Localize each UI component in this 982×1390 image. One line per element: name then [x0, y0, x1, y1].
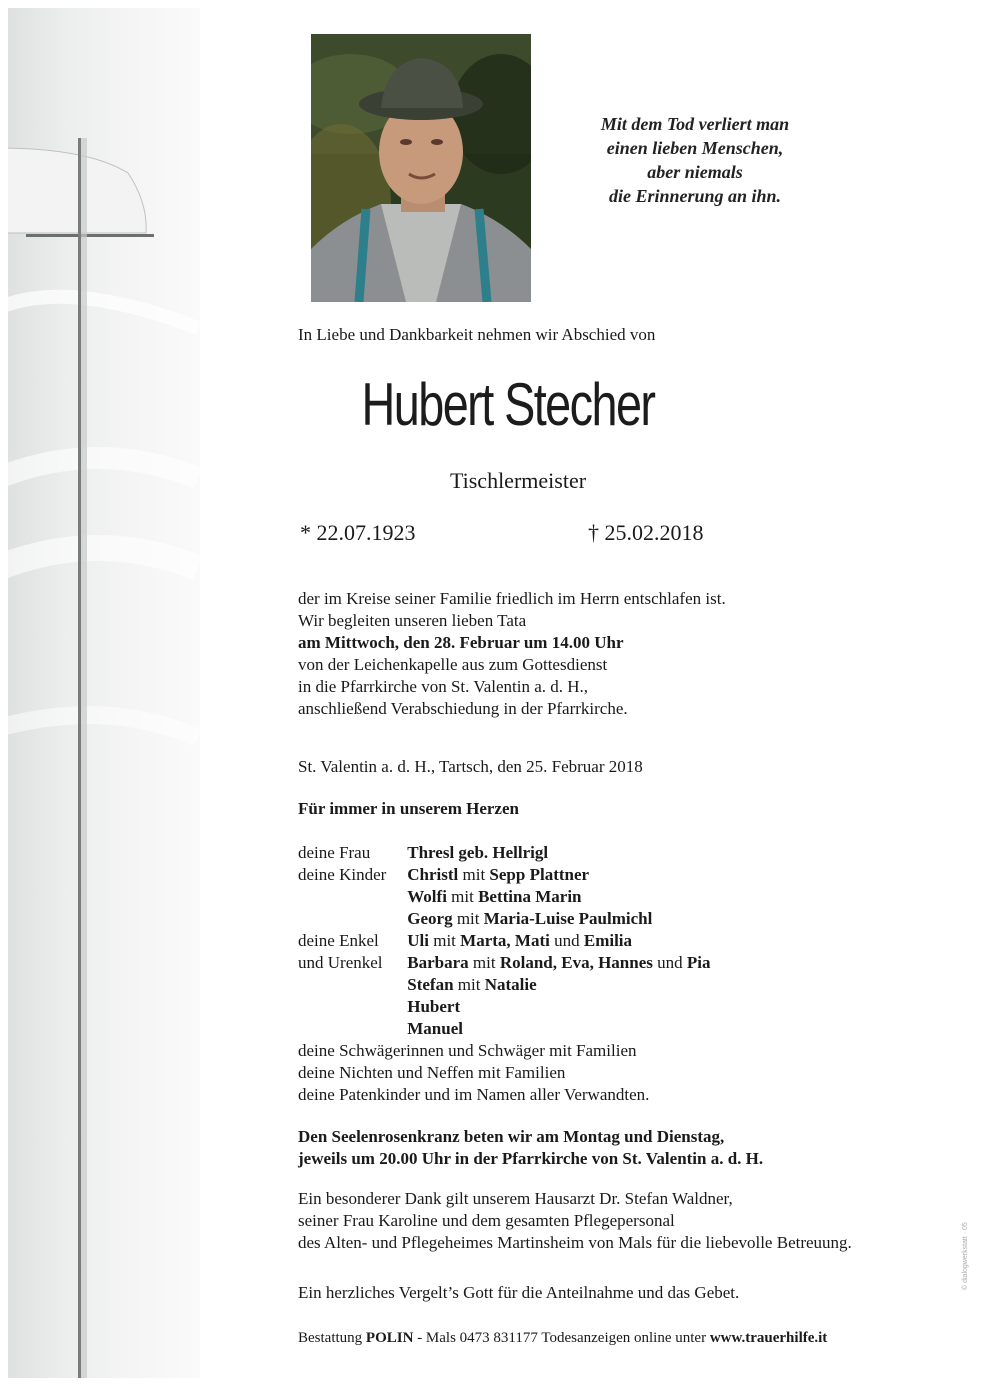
family-row-great-grandchildren: [298, 1018, 710, 1040]
family-connector: mit: [451, 887, 474, 906]
intro-text: In Liebe und Dankbarkeit nehmen wir Abschied von: [298, 325, 656, 344]
family-connector: mit: [472, 953, 496, 972]
family-name: Sepp Plattner: [489, 865, 590, 884]
family-separator: ,: [589, 953, 594, 972]
quote-line: die Erinnerung an ihn.: [608, 186, 782, 206]
family-connector: und: [657, 953, 683, 972]
closing-thanks: Ein herzliches Vergelt’s Gott für die Anteilnahme und das Gebet.: [298, 1283, 740, 1302]
quote-line: aber niemals: [647, 162, 743, 182]
thanks-notice: [298, 1188, 852, 1254]
family-name: Christl: [407, 865, 459, 884]
forever-heading: Für immer in unserem Herzen: [298, 799, 519, 818]
family-name: Marta: [460, 931, 507, 950]
footer-url-link[interactable]: www.trauerhilfe.it: [709, 1330, 828, 1346]
family-row-children: [298, 908, 710, 930]
thanks-line: seiner Frau Karoline und dem gesamten Pflegepersonal: [298, 1211, 675, 1230]
family-row-children: [298, 886, 710, 908]
family-name: Eva: [561, 953, 590, 972]
family-row-great-grandchildren: [298, 996, 710, 1018]
profession: Tischlermeister: [449, 468, 587, 493]
announcement-line: von der Leichenkapelle aus zum Gottesdienst: [298, 655, 608, 674]
family-name: Hubert: [407, 997, 461, 1016]
family-name: Barbara: [407, 953, 469, 972]
family-row-children: [298, 864, 710, 886]
thanks-line: des Alten- und Pflegeheimes Martinsheim von Mals für die liebevolle Betreuung.: [298, 1233, 852, 1252]
quote-line: einen lieben Menschen,: [606, 138, 784, 158]
family-name: Thresl geb. Hellrigl: [407, 843, 549, 862]
rosary-line: jeweils um 20.00 Uhr in der Pfarrkirche von St. Valentin a. d. H.: [298, 1149, 764, 1168]
family-list: [298, 842, 710, 1106]
deceased-name: Hubert Stecher: [361, 371, 655, 438]
family-label: deine Kinder: [298, 865, 387, 884]
side-credit: © dialogwerkstatt · 05: [962, 1222, 969, 1290]
thanks-line: Ein besonderer Dank gilt unserem Hausarzt Dr. Stefan Waldner,: [298, 1189, 733, 1208]
place-date: St. Valentin a. d. H., Tartsch, den 25. Februar 2018: [298, 757, 643, 776]
announcement-line: in die Pfarrkirche von St. Valentin a. d. H.,: [298, 677, 589, 696]
family-nieces: deine Nichten und Neffen mit Familien: [298, 1063, 566, 1082]
family-name: Hannes: [598, 953, 653, 972]
family-separator: ,: [552, 953, 557, 972]
family-name: Roland: [499, 953, 553, 972]
announcement-line: am Mittwoch, den 28. Februar um 14.00 Uhr: [298, 633, 624, 652]
family-separator: ,: [506, 931, 511, 950]
family-connector: mit: [433, 931, 456, 950]
family-row-great-grandchildren: [298, 974, 710, 996]
family-name: Bettina Marin: [478, 887, 582, 906]
quote-line: Mit dem Tod verliert man: [600, 114, 790, 134]
family-name: Stefan: [407, 975, 454, 994]
family-name: Manuel: [407, 1019, 463, 1038]
footer-company: POLIN: [365, 1330, 414, 1346]
cross-icon: [8, 8, 200, 1378]
memorial-quote: [580, 112, 810, 208]
family-name: Maria-Luise Paulmichl: [483, 909, 653, 928]
family-name: Natalie: [484, 975, 537, 994]
family-name: Uli: [407, 931, 429, 950]
family-connector: und: [554, 931, 580, 950]
family-connector: mit: [462, 865, 486, 884]
announcement-line: anschließend Verabschiedung in der Pfarrkirche.: [298, 699, 628, 718]
family-connector: mit: [457, 975, 481, 994]
family-label: deine Frau: [298, 843, 371, 862]
family-name: Georg: [407, 909, 453, 928]
announcement-line: Wir begleiten unseren lieben Tata: [298, 611, 527, 630]
family-row-great-grandchildren: [298, 952, 710, 974]
footer-middle: - Mals 0473 831177 Todesanzeigen online unter: [413, 1330, 710, 1346]
death-date: † 25.02.2018: [588, 520, 704, 545]
family-label: deine Enkel: [298, 931, 379, 950]
footer: [298, 1327, 827, 1349]
family-name: Emilia: [583, 931, 633, 950]
family-connector: mit: [456, 909, 480, 928]
family-row-grandchildren: [298, 930, 710, 952]
funeral-announcement: [298, 588, 726, 720]
family-label: und Urenkel: [298, 953, 383, 972]
portrait-photo: [311, 34, 531, 302]
family-name: Mati: [514, 931, 550, 950]
rosary-notice: [298, 1126, 763, 1170]
family-name: Wolfi: [407, 887, 447, 906]
rosary-line: Den Seelenrosenkranz beten wir am Montag und Dienstag,: [298, 1127, 725, 1146]
announcement-line: der im Kreise seiner Familie friedlich im Herrn entschlafen ist.: [298, 589, 726, 608]
family-row-wife: [298, 842, 710, 864]
family-inlaws: deine Schwägerinnen und Schwäger mit Familien: [298, 1041, 637, 1060]
decorative-cross-band: [8, 8, 200, 1378]
family-name: Pia: [686, 953, 711, 972]
birth-date: * 22.07.1923: [300, 520, 416, 545]
footer-prefix: Bestattung: [298, 1330, 366, 1346]
family-godchildren: deine Patenkinder und im Namen aller Verwandten.: [298, 1085, 650, 1104]
